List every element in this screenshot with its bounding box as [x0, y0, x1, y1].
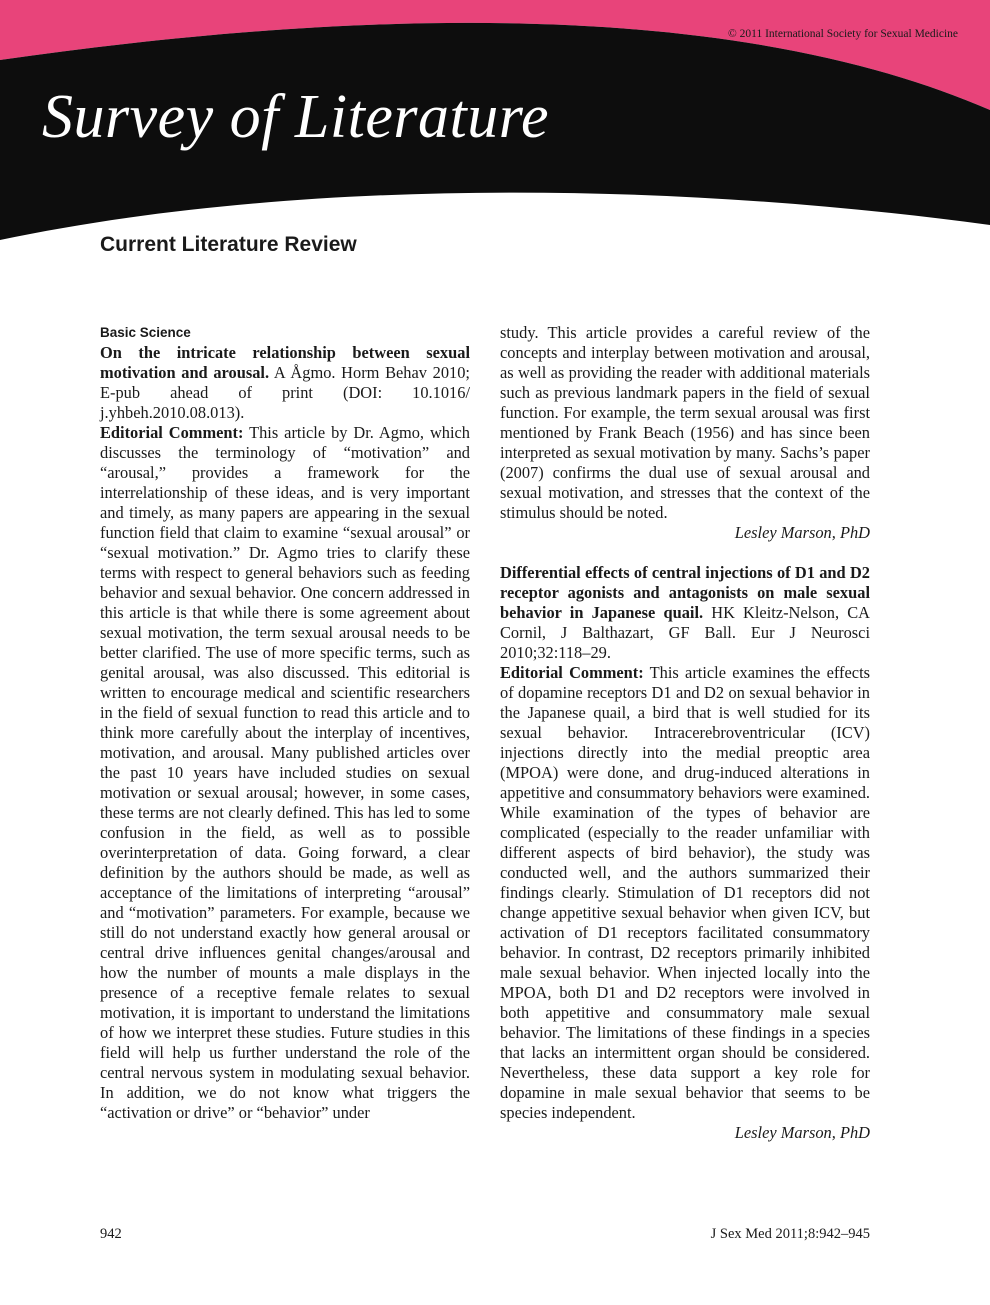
article1-header	[100, 343, 470, 423]
article1-title: On the intricate relationship between sexual motivation and arousal.	[100, 343, 470, 382]
right-column	[500, 323, 870, 1143]
section-title: Current Literature Review	[100, 233, 357, 256]
article2-title: Differential effects of central injections of D1 and D2 receptor agonists and antagonists on male sexual behavior in Japanese quail.	[500, 563, 870, 622]
article1-comment-continued: study. This article provides a careful review of the concepts and interplay between motivation and arousal, as well as providing the reader with additional materials such as previous landmark papers in the field of sexual function. For example, the term sexual arousal was first mentioned by Frank Beach (1956) and has since been interpreted as sexual motivation by many. Sachs’s paper (2007) confirms the dual use of sexual arousal and sexual motivation, and stresses that the context of the stimulus should be noted.	[500, 323, 870, 522]
page-number: 942	[100, 1226, 122, 1242]
article1-comment-label: Editorial Comment:	[100, 423, 244, 442]
article1-citation: A Ågmo. Horm Behav 2010; E-pub ahead of print (DOI: 10.1016/ j.yhbeh.2010.08.013).	[100, 363, 470, 422]
article2-citation: HK Kleitz-Nelson, CA Cornil, J Balthazart, GF Ball. Eur J Neurosci 2010;32:118–29.	[500, 603, 870, 662]
article2-signature: Lesley Marson, PhD	[734, 1123, 870, 1142]
banner-title: Survey of Literature	[42, 83, 550, 151]
copyright-notice: © 2011 International Society for Sexual Medicine	[728, 28, 958, 40]
article1-comment	[100, 423, 470, 1123]
article2-comment-label: Editorial Comment:	[500, 663, 644, 682]
left-column	[100, 323, 470, 1123]
article2-comment-text: This article examines the effects of dopamine receptors D1 and D2 on sexual behavior in the Japanese quail, a bird that is well studied for its sexual behavior. Intracerebroventricular (ICV) injections directly into the medial preoptic area (MPOA) were done, and drug-induced alterations in appetitive and consummatory behaviors were examined. While examination of the types of behavior are complicated (especially to the reader unfamiliar with different aspects of bird behavior), the study was conducted well, and the authors summarized their findings clearly. Stimulation of D1 receptors did not change appetitive sexual behavior when given ICV, but activation of D1 receptors facilitated consummatory behavior. In contrast, D2 receptors primarily inhibited male sexual behavior. When injected locally into the MPOA, both D1 and D2 receptors were involved in both appetitive and consummatory male sexual behavior. The limitations of these findings in a species that lacks an intermittent organ should be considered. Nevertheless, these data support a key role for dopamine in male sexual behavior that seems to be species independent.	[500, 663, 870, 1122]
article1-signature: Lesley Marson, PhD	[734, 523, 870, 542]
category-heading: Basic Science	[100, 325, 191, 340]
journal-reference: J Sex Med 2011;8:942–945	[710, 1226, 870, 1242]
article2-header	[500, 563, 870, 663]
article2-comment	[500, 663, 870, 1123]
article1-comment-text: This article by Dr. Agmo, which discusses the terminology of “motivation” and “arousal,” provides a framework for the interrelationship of these ideas, and is very important and timely, as many papers are appearing in the sexual function field that claim to examine “sexual arousal” or “sexual motivation.” Dr. Agmo tries to clarify these terms with respect to general behaviors such as feeding behavior and sexual behavior. One concern addressed in this article is that while there is some agreement about sexual motivation, the term sexual arousal needs to be better clarified. The use of more specific terms, such as genital arousal, was also discussed. This editorial is written to encourage medical and scientific researchers in the field of sexual function to read this article and to think more carefully about the interplay of incentives, motivation, and arousal. Many published articles over the past 10 years have included studies on sexual motivation or sexual arousal; however, in some cases, these terms are not clearly defined. This has led to some confusion in the field, as well as to possible overinterpretation of data. Going forward, a clear definition by the authors should be made, as well as acceptance of the limitations of interpreting “arousal” and “motivation” parameters. For example, because we still do not understand exactly how general arousal or central drive influences genital changes/arousal and how the number of mounts a male displays in the presence of a receptive female relates to sexual motivation, it is important to understand the limitations of how we interpret these studies. Future studies in this field will help us further understand the role of the central nervous system in modulating sexual behavior. In addition, we do not know what triggers the “activation or drive” or “behavior” under	[100, 423, 471, 1122]
